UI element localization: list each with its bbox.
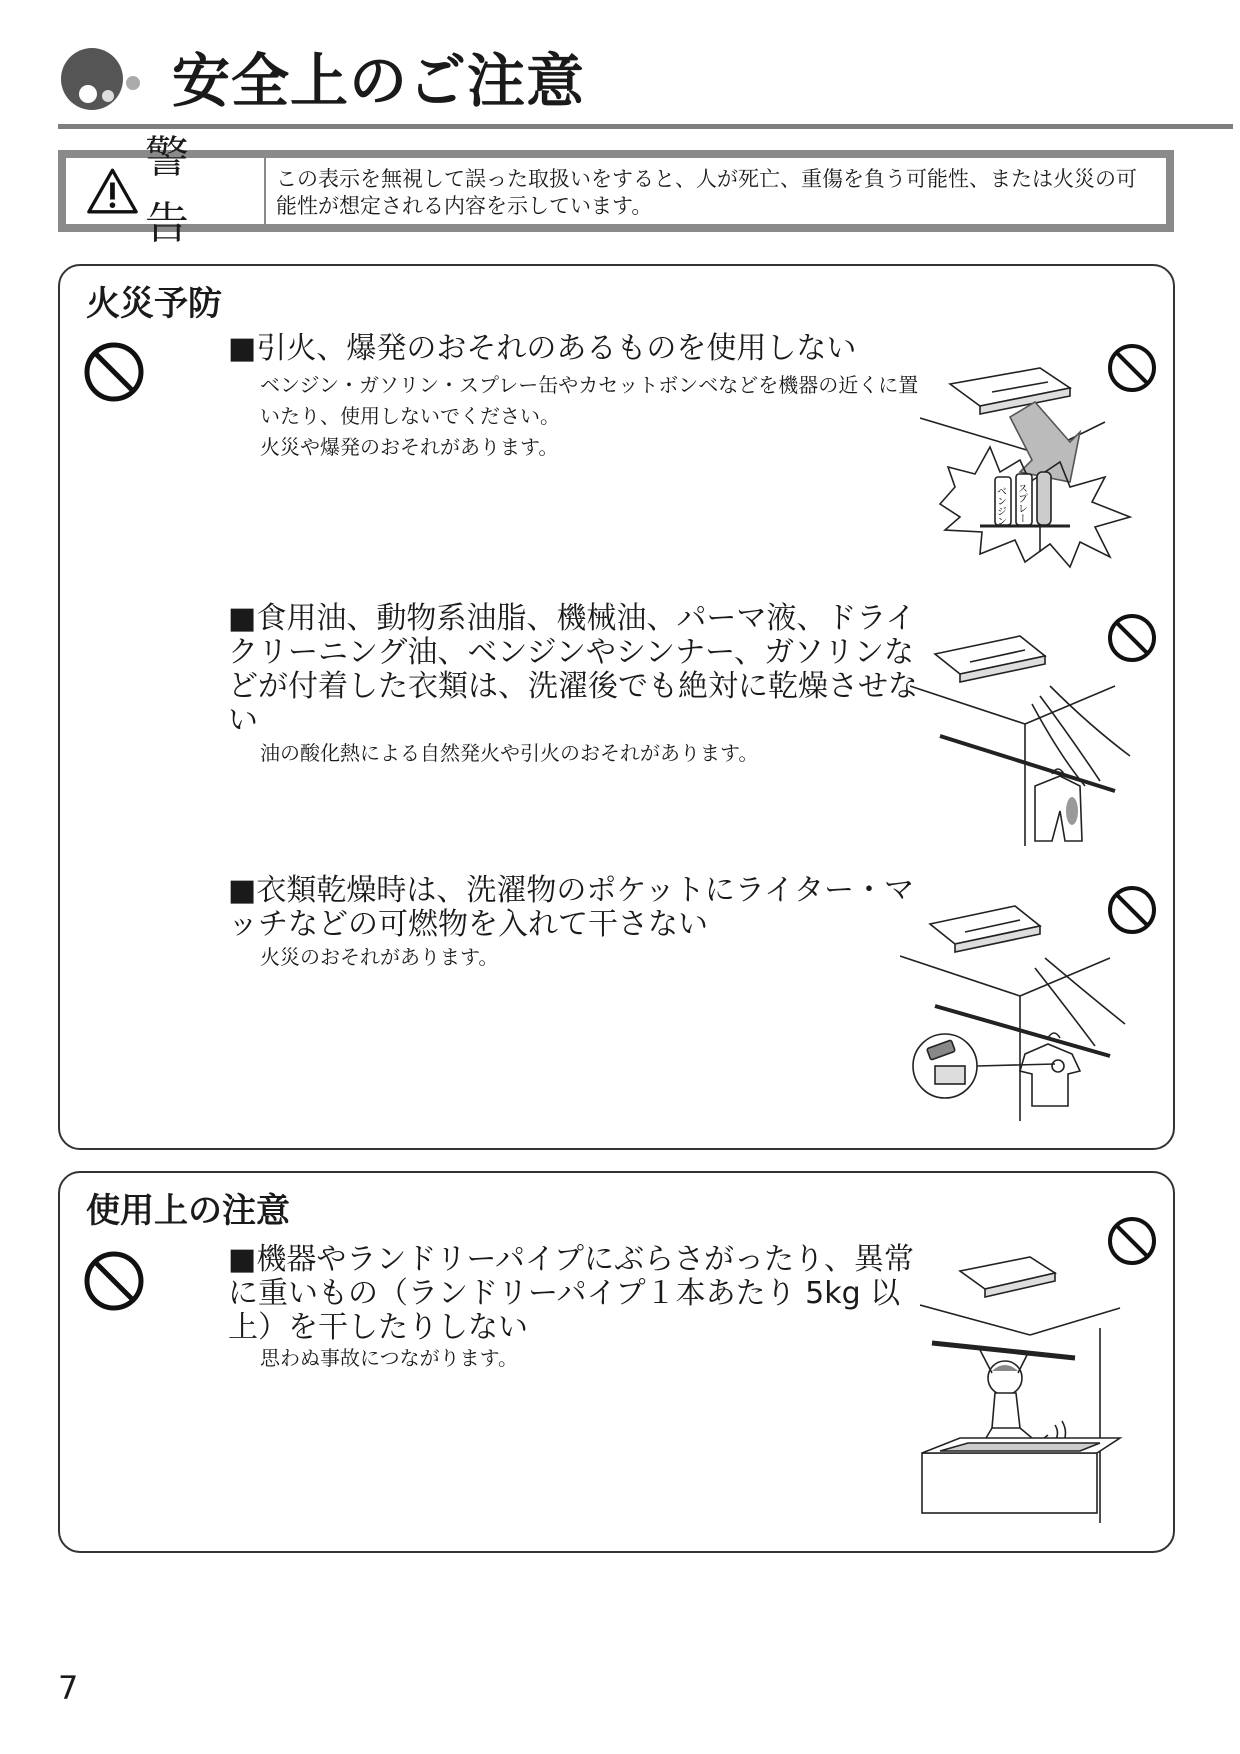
usage-item-1-title: ■機器やランドリーパイプにぶらさがったり、異常に重いもの（ランドリーパイプ１本あたり 5kg 以上）を干したりしない: [228, 1242, 914, 1345]
section-heading-usage-caution: 使用上の注意: [86, 1191, 290, 1231]
fire-item-1-title: ■引火、爆発のおそれのあるものを使用しない: [228, 331, 857, 366]
illustration-lighter-in-pocket: [900, 896, 1135, 1121]
fire-item-3-title: ■衣類乾燥時は、洗濯物のポケットにライター・マッチなどの可燃物を入れて干さない: [228, 873, 914, 942]
warning-description: この表示を無視して誤った取扱いをすると、人が死亡、重傷を負う可能性、または火災の可能性が想定される内容を示しています。: [276, 167, 1137, 218]
usage-item-1-body: 思わぬ事故につながります。: [260, 1346, 518, 1370]
illustration-oily-clothes-drying: [910, 626, 1135, 846]
prohibition-icon: [82, 340, 146, 404]
fire-item-2-title: ■食用油、動物系油脂、機械油、パーマ液、ドライクリーニング油、ベンジンやシンナー、ガソリンなどが付着した衣類は、洗濯後でも絶対に乾燥させない: [228, 601, 918, 738]
fire-item-2-body: 油の酸化熱による自然発火や引火のおそれがあります。: [260, 741, 759, 765]
illustration-flammables-near-unit: [920, 362, 1135, 572]
warning-label-cell: [74, 132, 266, 249]
illustration-label-benzine: ベンジン: [994, 486, 1006, 526]
usage-caution-section: [58, 1171, 1175, 1553]
fire-item-1-body: ベンジン・ガソリン・スプレー缶やカセットボンベなどを機器の近くに置いたり、使用しないでください。 火災や爆発のおそれがあります。: [260, 373, 919, 459]
page-title: 安全上のご注意: [172, 47, 586, 115]
prohibition-icon: [82, 1249, 146, 1313]
section-heading-fire-prevention: 火災予防: [86, 284, 222, 324]
fire-item-3-body: 火災のおそれがあります。: [260, 945, 499, 969]
illustration-label-spray: スプレー: [1015, 483, 1027, 523]
fire-prevention-section: [58, 264, 1175, 1150]
title-bullet-icon: [58, 44, 153, 114]
warning-triangle-icon: [86, 166, 139, 216]
page-number: 7: [58, 1669, 79, 1707]
warning-definition-box: [58, 132, 1174, 249]
warning-label: 警 告: [144, 132, 197, 249]
illustration-child-hanging-on-pipe: [920, 1253, 1135, 1523]
